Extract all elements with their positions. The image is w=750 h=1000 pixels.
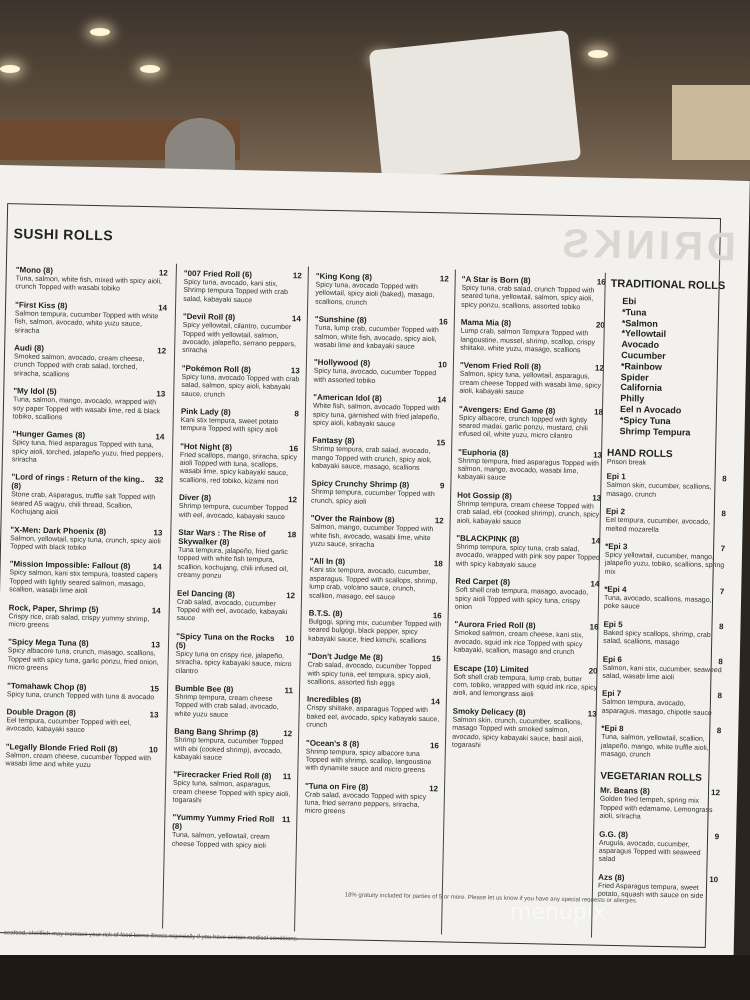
item-name: "Mono (8) <box>15 265 54 276</box>
menu-column-1 <box>5 265 168 780</box>
item-price: 14 <box>291 314 301 324</box>
item-description: Shrimp tempura, cucumber Topped with crunch, spicy aioli <box>310 489 435 506</box>
traditional-roll-item: Eel n Avocado <box>619 404 682 416</box>
roll-item <box>175 632 294 679</box>
allergy-note: Please let us know if you have any special requests or allergies. <box>467 894 638 905</box>
item-price: 9 <box>439 481 445 491</box>
item-price: 14 <box>590 579 600 589</box>
item-name: "Spicy Mega Tuna (8) <box>7 637 89 649</box>
roll-item <box>461 275 606 313</box>
item-price: 14 <box>151 605 161 616</box>
item-name: "Tuna on Fire (8) <box>304 781 369 792</box>
item-name: "Firecracker Fried Roll (8) <box>173 770 272 782</box>
item-name: Epi 5 <box>603 619 623 630</box>
item-name: G.G. (8) <box>599 829 629 839</box>
item-description: Spicy yellowtail, cilantro, cucumber Topped with yellowtail, salmon, avocado, jalapeño, serrano peppers, sriracha <box>182 322 297 355</box>
roll-item <box>312 436 446 474</box>
item-name: "Mission Impossible: Fallout (8) <box>9 559 131 572</box>
item-description: Shrimp tempura, spicy tuna, crab salad, avocado, wrapped with pink soy paper Topped with spicy kabayaki sauce <box>455 543 600 570</box>
item-description: Shrimp tempura, cream cheese Topped with crab salad, avocado, white yuzu sauce <box>174 693 279 719</box>
item-description: Crab salad, avocado, cucumber Topped with eel, avocado, kabayaki sauce <box>176 598 288 623</box>
item-name: Bang Bang Shrimp (8) <box>174 726 259 738</box>
item-description: Salmon, kani stix, cucumber, seaweed salad, wasabi lime aioli <box>602 664 722 682</box>
item-description: Salmon, mango, cucumber Topped with white fish, avocado, wasabi lime, white yuzu sauce, sriracha <box>310 523 434 549</box>
item-price: 12 <box>158 268 168 278</box>
item-description: Shrimp tempura, spicy albacore tuna Topped with shrimp, scallop, langoustine with dynamite sauce and micro greens <box>305 748 432 775</box>
wall-art <box>672 85 750 160</box>
item-header <box>176 632 294 652</box>
item-header <box>11 473 163 494</box>
hand-roll-item <box>604 585 725 614</box>
item-price: 12 <box>429 783 439 793</box>
traditional-roll-item: Avocado <box>621 339 660 351</box>
item-description: Golden fried tempeh, spring mix Topped with edamame, Lemongrass aioli, sriracha <box>599 796 713 821</box>
item-description: Smoked salmon, cream cheese, kani stix, avocado, squid ink rice Topped with spicy kabayaki, scallion, masago and crunch <box>453 629 584 657</box>
item-description: Eel tempura, cucumber, avocado, melted mozarella <box>605 516 711 534</box>
item-price: 18 <box>593 407 604 417</box>
item-price: 12 <box>434 516 444 526</box>
item-price: 12 <box>283 729 293 739</box>
item-price: 20 <box>588 665 598 676</box>
traditional-rolls-title: TRADITIONAL ROLLS <box>610 277 726 293</box>
item-name: "A Star is Born (8) <box>461 274 531 286</box>
roll-item <box>9 560 162 598</box>
item-name: "Tomahawk Chop (8) <box>7 680 87 692</box>
item-name: "Lord of rings : Return of the king.. (8) <box>11 472 145 491</box>
roll-item <box>179 493 298 522</box>
item-description: Eel tempura, cucumber Topped with eel, avocado, kabayaki sauce <box>6 717 132 735</box>
item-price: 14 <box>430 697 440 707</box>
roll-item <box>460 318 605 356</box>
roll-item <box>458 404 603 442</box>
item-name: Epi 1 <box>606 472 626 482</box>
item-description: Salmon tempura, avocado, asparagus, masago, chipotle sauce <box>601 699 712 717</box>
hand-roll-item <box>602 689 723 718</box>
roll-item <box>304 781 438 819</box>
item-price: 10 <box>148 744 158 755</box>
gratuity-note: 18% gratuity included for parties of 5 or more. <box>344 892 467 901</box>
item-price: 32 <box>154 475 164 485</box>
item-price: 14 <box>155 432 165 442</box>
item-price: 14 <box>591 536 601 546</box>
roll-item <box>172 813 291 851</box>
item-description: Salmon skin, cucumber, scallions, masago, crunch <box>606 482 712 499</box>
item-name: Fantasy (8) <box>312 435 355 446</box>
item-price: 13 <box>290 365 300 376</box>
item-price: 16 <box>432 611 442 621</box>
sushi-rolls-title: SUSHI ROLLS <box>13 225 114 244</box>
item-price: 13 <box>153 527 163 538</box>
roll-item <box>174 684 293 722</box>
roll-item <box>180 407 299 436</box>
item-price: 18 <box>433 559 443 569</box>
item-price: 12 <box>594 363 604 374</box>
item-name: "Sunshine (8) <box>314 314 367 325</box>
item-price: 7 <box>719 587 725 597</box>
item-name: Diver (8) <box>178 493 212 503</box>
item-name: "My Idol (5) <box>13 386 57 397</box>
menu-sheet <box>0 165 750 981</box>
item-name: Mr. Beans (8) <box>599 786 650 797</box>
hand-roll-item <box>605 542 726 580</box>
roll-item <box>454 620 599 658</box>
hand-roll-item <box>606 472 727 501</box>
hand-roll-item <box>603 620 724 649</box>
item-description: White fish, salmon, avocado Topped with spicy tuna, garnished with fried jalapeño, spicy aioli, kabayaki sauce <box>312 402 440 429</box>
vegetarian-rolls-title: VEGETARIAN ROLLS <box>600 771 702 785</box>
roll-item <box>313 358 447 388</box>
roll-item <box>7 638 160 676</box>
traditional-roll-item: *Salmon <box>621 317 658 329</box>
item-name: "X-Men: Dark Phoenix (8) <box>10 524 107 536</box>
item-price: 12 <box>286 590 296 600</box>
roll-item <box>173 770 292 808</box>
item-price: 15 <box>431 654 441 664</box>
roll-item <box>10 525 163 555</box>
roll-item <box>174 727 293 765</box>
item-name: "All In (8) <box>309 556 346 567</box>
table-surface <box>0 955 750 1000</box>
roll-item <box>13 386 166 424</box>
item-name: Epi 7 <box>601 689 622 699</box>
item-name: "Hunger Games (8) <box>12 429 86 441</box>
item-name: Mama Mia (8) <box>460 317 512 328</box>
roll-item <box>7 681 159 703</box>
item-price: 11 <box>282 772 292 782</box>
item-price: 9 <box>714 831 720 841</box>
item-description: Shrimp tempura, cream cheese Topped with crab salad, ebi (cooked shrimp), crunch, spicy aioli, kabayaki sauce <box>456 500 600 526</box>
item-price: 16 <box>596 277 606 287</box>
item-name: "American Idol (8) <box>313 392 382 404</box>
item-price: 8 <box>718 656 723 666</box>
item-description: Spicy tuna, fried asparagus Topped with tuna, spicy aioli, torched, jalapeño yuzu, fried peppers, sriracha <box>11 439 164 464</box>
item-name: "Aurora Fried Roll (8) <box>454 619 536 631</box>
restaurant-background <box>0 0 750 180</box>
item-name: B.T.S. (8) <box>308 608 343 619</box>
item-name: Azs (8) <box>598 872 625 882</box>
roll-item <box>5 742 158 772</box>
vegetarian-rolls-list <box>598 786 720 902</box>
item-description: Bulgogi, spring mix, cucumber Topped with seared bulgogi, black pepper, spicy kabayaki sauce, fried kimchi, scallions <box>308 618 442 645</box>
item-price: 16 <box>429 740 440 750</box>
item-price: 13 <box>150 640 161 650</box>
item-price: 12 <box>711 788 721 798</box>
roll-item <box>176 588 295 626</box>
item-name: *Epi 8 <box>601 723 624 734</box>
item-price: 8 <box>722 474 727 484</box>
item-price: 8 <box>716 726 722 736</box>
hand-roll-item <box>601 724 722 762</box>
item-price: 13 <box>593 450 603 460</box>
item-description: Fried Asparagus tempura, sweet potato, squash with sauce on side <box>597 882 704 901</box>
item-description: Spicy yellowtail, cucumber, mango, jalapeño yuzu, tobiko, scallions, spring mix <box>604 551 725 576</box>
item-name: "Devil Roll (8) <box>182 312 236 323</box>
food-warning: seafood, shellfish may increase your risk of food borne illness especially if you have certain medical conditions. <box>3 930 299 943</box>
menu-column-3 <box>304 272 449 828</box>
item-price: 14 <box>437 395 447 405</box>
item-description: Spicy tuna, salmon, asparagus, cream cheese Topped with spicy aioli, togarashi <box>172 780 291 805</box>
watermark: menupix <box>510 900 606 925</box>
item-name: "Ocean's 8 (8) <box>305 738 360 749</box>
item-description: Kani stix tempura, sweet potato tempura Topped with spicy aioli <box>180 416 279 435</box>
item-price: 16 <box>589 622 599 633</box>
roll-item <box>455 577 600 615</box>
traditional-roll-item: Spider <box>620 371 649 383</box>
ceiling-light-1 <box>90 28 110 36</box>
roll-item <box>12 430 165 468</box>
item-name: Double Dragon (8) <box>6 707 76 718</box>
roll-item <box>314 315 448 353</box>
item-description: Crab salad, avocado, cucumber Topped with spicy tuna, eel tempura, spicy aioli, scallions, assorted fish eggs <box>307 661 432 688</box>
item-description: Salmon, spicy tuna, yellowtail, asparagus, cream cheese Topped with wasabi lime, spicy aioli, kabayaki sauce <box>459 371 602 397</box>
item-description: Spicy tuna on crispy rice, jalapeño, sriracha, spicy kabayaki sauce, micro cilantro <box>175 650 292 675</box>
traditional-roll-item: California <box>620 382 663 394</box>
traditional-roll-item: *Yellowtail <box>621 328 667 340</box>
roll-item <box>177 528 296 583</box>
hand-rolls-list <box>601 472 727 761</box>
traditional-roll-item: *Spicy Tuna <box>619 414 671 426</box>
item-price: 13 <box>587 709 597 719</box>
roll-item <box>15 265 168 295</box>
item-name: "Legally Blonde Fried Roll (8) <box>5 741 118 754</box>
roll-item <box>309 557 443 603</box>
item-price: 10 <box>285 633 295 644</box>
item-description: Crispy rice, crab salad, crispy yummy shrimp, micro greens <box>8 612 150 630</box>
traditional-roll-item: *Tuna <box>621 306 647 318</box>
item-description: Tuna, salmon, yellowtail, scallion, jalapeño, mango, white truffle aioli, masago, crunch <box>600 733 709 759</box>
item-description: Crispy shiitake, asparagus Topped with baked eel, avocado, spicy kabayaki sauce, crunch <box>306 704 440 730</box>
roll-item <box>181 364 300 402</box>
vegetarian-roll-item <box>598 829 719 867</box>
roll-item <box>11 473 164 520</box>
item-name: *Epi 3 <box>605 541 628 552</box>
item-name: "Spicy Tuna on the Rocks (5) <box>175 631 275 650</box>
item-description: Shrimp tempura, crab salad, avocado, mango Topped with crunch, spicy aioli, kabayaki sauce, masago, scallions <box>311 445 432 472</box>
ceiling-light-3 <box>0 65 20 73</box>
ceiling-light-2 <box>140 65 160 73</box>
item-name: Hot Gossip (8) <box>457 490 512 501</box>
item-description: Salmon, cream cheese, cucumber Topped with wasabi lime and white yuzu <box>5 751 152 770</box>
roll-item <box>308 609 442 647</box>
roll-item <box>6 707 159 737</box>
item-name: Red Carpet (8) <box>455 576 511 587</box>
item-name: Star Wars : The Rise of Skywalker (8) <box>178 527 266 547</box>
item-price: 8 <box>717 691 723 701</box>
item-price: 8 <box>721 509 726 519</box>
item-name: "First Kiss (8) <box>14 300 68 311</box>
item-price: 16 <box>438 317 448 327</box>
item-price: 8 <box>294 409 299 419</box>
roll-item <box>307 652 441 690</box>
item-price: 14 <box>152 562 162 572</box>
ceiling-light-5 <box>588 50 608 58</box>
item-name: Rock, Paper, Shrimp (5) <box>8 602 99 614</box>
item-name: "Venom Fried Roll (8) <box>459 361 542 372</box>
item-price: 13 <box>156 389 166 399</box>
napkin <box>369 30 581 180</box>
item-description: Spicy tuna, avocado Topped with crab salad, salmon, spicy aioli, kabayaki sauce, crunch <box>181 373 300 399</box>
item-name: Escape (10) Limited <box>453 663 529 674</box>
traditional-roll-item: *Rainbow <box>620 360 663 372</box>
item-name: Bumble Bee (8) <box>174 683 234 694</box>
item-description: Kani stix tempura, avocado, cucumber, asparagus. Topped with scallops, shrimp, lump crab, volcano sauce, crunch, scallion, masago, eel sauce <box>308 566 438 601</box>
roll-item <box>14 300 167 338</box>
traditional-roll-item: Philly <box>620 393 645 404</box>
item-name: Pink Lady (8) <box>180 406 231 417</box>
traditional-roll-item: Cucumber <box>621 350 666 361</box>
item-description: Salmon skin, crunch, cucumber, scallions, masago Topped with smoked salmon, avocado, spicy kabayaki sauce, basil aioli, togarashi <box>451 716 584 750</box>
roll-item <box>457 447 602 485</box>
item-description: Crab salad, avocado Topped with spicy tuna, fried serrano peppers, sriracha, micro greens <box>304 791 427 816</box>
roll-item <box>14 343 167 381</box>
item-description: Spicy tuna, crunch Topped with tuna & avocado <box>6 690 155 701</box>
item-description: Spicy albacore tuna, crunch, masago, scallions, Topped with spicy tuna, garlic ponzu, fried onion, micro greens <box>7 647 159 673</box>
item-name: "Don't Judge Me (8) <box>307 651 383 663</box>
item-price: 10 <box>437 360 447 370</box>
item-price: 12 <box>439 274 449 284</box>
roll-item <box>315 272 449 310</box>
item-name: "BLACKPINK (8) <box>456 533 520 544</box>
item-price: 13 <box>592 493 602 503</box>
item-name: Spicy Crunchy Shrimp (8) <box>311 479 410 491</box>
item-price: 14 <box>158 303 168 313</box>
item-price: 11 <box>281 815 291 825</box>
item-header <box>172 813 290 833</box>
item-description: Spicy salmon, kani stix tempura, toasted capers Topped with lightly seared salmon, masago, scallion, wasabi lime aioli <box>9 569 158 596</box>
roll-item <box>182 312 301 358</box>
item-name: "Yummy Yummy Fried Roll (8) <box>172 813 275 832</box>
item-price: 20 <box>595 320 605 330</box>
item-description: Spicy tuna, crab salad, crunch Topped with seared tuna, yellowtail, salmon, spicy aioli, spicy ponzu, scallions, assorted tobiko <box>461 284 595 311</box>
roll-item <box>8 603 161 633</box>
item-description: Tuna, salmon, white fish, mixed with spicy aioli, crunch Topped with wasabi tobiko <box>15 275 163 293</box>
item-price: 16 <box>289 443 299 453</box>
item-name: Epi 6 <box>602 654 623 664</box>
item-price: 11 <box>284 686 294 696</box>
roll-item <box>456 534 601 572</box>
hand-rolls-title: HAND ROLLS <box>606 448 673 461</box>
item-description: Salmon, yellowtail, spicy tuna, crunch, spicy aioli Topped with black tobiko <box>9 534 161 552</box>
item-price: 12 <box>292 271 302 281</box>
item-name: "Euphoria (8) <box>457 447 509 458</box>
roll-item <box>179 442 298 488</box>
roll-item <box>313 393 447 431</box>
item-name: "Over the Rainbow (8) <box>310 513 395 525</box>
item-name: Incredibles (8) <box>306 694 362 706</box>
roll-item <box>183 269 302 307</box>
item-header <box>178 528 296 548</box>
roll-item <box>310 514 444 552</box>
item-price: 15 <box>150 683 160 693</box>
item-description: Tuna, salmon, yellowtail, cream cheese Topped with spicy aioli <box>171 832 270 850</box>
item-description: Arugula, avocado, cucumber, asparagus Topped with seaweed salad <box>598 839 701 864</box>
item-description: Spicy tuna, avocado, cucumber Topped with assorted tobiko <box>313 367 437 385</box>
item-description: Soft shell crab tempura, masago, avocado, spicy aioli Topped with spicy tuna, crispy onion <box>454 586 589 611</box>
item-price: 18 <box>287 530 297 540</box>
show-through-text: DRINKS <box>558 221 737 270</box>
item-name: *Epi 4 <box>604 584 627 595</box>
item-name: "King Kong (8) <box>315 271 373 282</box>
hand-rolls-note: Prison break <box>606 459 647 467</box>
item-description: Spicy albacore, crunch topped with lightly seared madai, garlic ponzu, mustard, chili infused oil, white yuzu, micro cilantro <box>458 414 588 441</box>
traditional-roll-item: Shrimp Tempura <box>619 425 691 438</box>
roll-item <box>459 361 604 399</box>
item-name: Audi (8) <box>14 343 45 353</box>
item-description: Salmon tempura, cucumber Topped with white fish, salmon, avocado, white yuzu sauce, sriracha <box>14 310 159 335</box>
roll-item <box>452 706 597 753</box>
roll-item <box>453 663 598 701</box>
item-name: Eel Dancing (8) <box>176 588 235 599</box>
item-name: "Pokémon Roll (8) <box>181 363 252 375</box>
vegetarian-roll-item <box>599 786 720 824</box>
item-price: 8 <box>718 622 724 632</box>
item-description: Soft shell crab tempura, lump crab, butter corn, tobiko, wrapped with squid ink rice, spicy aioli, and lemongrass aioli <box>452 673 598 699</box>
item-description: Tuna tempura, jalapeño, fried garlic topped with white fish tempura, scallion, kochujang, chili infused oil, creamy ponzu <box>177 546 289 580</box>
roll-item <box>305 738 439 776</box>
roll-item <box>306 695 440 733</box>
item-name: Epi 2 <box>605 506 626 517</box>
item-price: 15 <box>436 438 446 448</box>
item-description: Baked spicy scallops, shrimp, crab salad, scallions, masago <box>603 629 711 647</box>
item-name: "Hot Night (8) <box>180 441 233 452</box>
item-name: "007 Fried Roll (6) <box>183 268 253 280</box>
menu-column-2 <box>172 269 302 860</box>
item-name: Smoky Delicacy (8) <box>452 706 526 717</box>
item-description: Shrimp tempura, fried asparagus Topped with salmon, mango, avocado, wasabi lime, kabayaki sauce <box>457 457 600 483</box>
item-price: 10 <box>709 874 719 884</box>
item-price: 12 <box>157 346 167 356</box>
roll-item <box>457 491 602 529</box>
item-description: Tuna, avocado, scallions, masago, poke sauce <box>603 594 712 611</box>
item-price: 12 <box>288 495 298 505</box>
item-description: Shrimp tempura, cucumber Topped with ebi (cooked shrimp), avocado, kabayaki sauce <box>173 736 284 762</box>
hand-roll-item <box>605 507 726 536</box>
item-description: Fried scallops, mango, sriracha, spicy aioli Topped with tuna, scallops, wasabi lime, spicy kabayaki sauce, scallions, red tobiko, kizami nori <box>179 451 298 486</box>
item-description: Spicy tuna, avocado Topped with yellowtail, spicy aioli (baked), masago, scallions, crunch <box>315 281 435 307</box>
item-description: Tuna, salmon, mango, avocado, wrapped with soy paper Topped with wasabi lime, red & black tobiko, scallions <box>12 396 161 422</box>
menu-column-4 <box>452 275 606 761</box>
item-description: Stone crab, Asparagus, truffle salt Topped with seared A5 wagyu, chili thread, Scallion, Kochujang aioli <box>10 491 156 517</box>
item-description: Tuna, lump crab, cucumber Topped with salmon, white fish, avocado, spicy aioli, wasabi lime and kabayaki sauce <box>314 324 439 351</box>
roll-item <box>311 479 445 509</box>
item-price: 13 <box>149 710 159 720</box>
item-price: 7 <box>720 544 726 554</box>
item-description: Shrimp tempura, cucumber Topped with eel, avocado, kabayaki sauce <box>178 503 289 521</box>
item-description: Lump crab, salmon Tempura Topped with langoustine, mussel, shrimp, scallop, crispy shiitake, white yuzu, masago, scallions <box>460 327 596 355</box>
item-description: Spicy tuna, avocado, kani stix, Shrimp tempura Topped with crab salad, kabayaki sauce <box>183 278 289 305</box>
item-name: "Hollywood (8) <box>313 357 371 369</box>
traditional-roll-item: Ebi <box>622 296 637 307</box>
traditional-rolls-list <box>607 296 730 439</box>
hand-roll-item <box>602 654 723 683</box>
item-name: "Avengers: End Game (8) <box>458 404 556 416</box>
item-description: Smoked salmon, avocado, cream cheese, crunch Topped with crab salad, torched, sriracha, scallions <box>13 353 145 379</box>
